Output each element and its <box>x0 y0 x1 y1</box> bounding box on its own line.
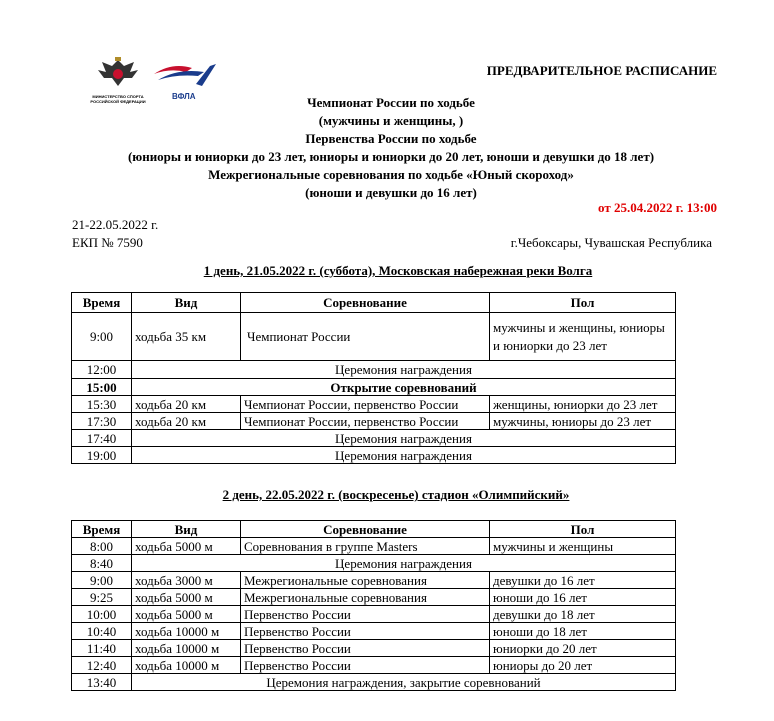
table-row <box>72 555 676 572</box>
opening-cell: Открытие соревнований <box>132 379 676 396</box>
col-header-gender: Пол <box>490 293 676 313</box>
version-date: от 25.04.2022 г. 13:00 <box>598 200 717 215</box>
day2-schedule-table <box>71 520 676 691</box>
gender-cell: мужчины и женщины <box>490 538 676 555</box>
vfla-swoosh-icon <box>152 60 222 88</box>
table-row <box>72 430 676 447</box>
table-row <box>72 640 676 657</box>
table-row <box>72 674 676 691</box>
table-row <box>72 361 676 379</box>
ministry-text: МИНИСТЕРСТВО СПОРТА <box>92 94 144 99</box>
time-cell: 8:40 <box>72 555 132 572</box>
col-header-competition: Соревнование <box>241 293 490 313</box>
ekp-number: ЕКП № 7590 <box>72 235 143 250</box>
table-row <box>72 572 676 589</box>
kind-cell: ходьба 3000 м <box>132 572 241 589</box>
ceremony-cell: Церемония награждения <box>132 361 676 379</box>
time-cell: 8:00 <box>72 538 132 555</box>
gender-cell: юниорки до 20 лет <box>490 640 676 657</box>
title-line: (мужчины и женщины, ) <box>318 113 464 128</box>
event-location: г.Чебоксары, Чувашская Республика <box>510 235 712 250</box>
time-cell: 9:00 <box>72 572 132 589</box>
gender-cell: мужчины и женщины, юниоры и юниорки до 23 лет <box>490 313 676 361</box>
table-row <box>72 447 676 464</box>
table-row <box>72 538 676 555</box>
time-cell: 10:40 <box>72 623 132 640</box>
title-line: (юниоры и юниорки до 23 лет, юниоры и юниорки до 20 лет, юноши и девушки до 18 лет) <box>127 149 655 164</box>
time-cell: 17:30 <box>72 413 132 430</box>
col-header-time: Время <box>72 521 132 538</box>
kind-cell: ходьба 10000 м <box>132 640 241 657</box>
gender-cell: юноши до 16 лет <box>490 589 676 606</box>
gender-cell: женщины, юниорки до 23 лет <box>490 396 676 413</box>
time-cell: 9:25 <box>72 589 132 606</box>
time-cell: 9:00 <box>72 313 132 361</box>
ceremony-cell: Церемония награждения <box>132 447 676 464</box>
event-title <box>0 94 774 202</box>
competition-cell: Чемпионат России, первенство России <box>241 396 490 413</box>
table-row <box>72 623 676 640</box>
kind-cell: ходьба 20 км <box>132 413 241 430</box>
time-cell: 10:00 <box>72 606 132 623</box>
col-header-kind: Вид <box>132 293 241 313</box>
col-header-kind: Вид <box>132 521 241 538</box>
time-cell: 15:30 <box>72 396 132 413</box>
competition-cell: Чемпионат России, первенство России <box>241 413 490 430</box>
table-row <box>72 313 676 361</box>
gender-cell: юниоры до 20 лет <box>490 657 676 674</box>
ceremony-cell: Церемония награждения, закрытие соревнований <box>132 674 676 691</box>
table-row <box>72 379 676 396</box>
table-row <box>72 396 676 413</box>
table-row <box>72 657 676 674</box>
vfla-text: ВФЛА <box>172 92 196 101</box>
competition-cell: Межрегиональные соревнования <box>241 572 490 589</box>
table-header-row <box>72 521 676 538</box>
kind-cell: ходьба 10000 м <box>132 657 241 674</box>
col-header-time: Время <box>72 293 132 313</box>
title-line: Первенства России по ходьбе <box>305 131 477 146</box>
schedule-status: ПРЕДВАРИТЕЛЬНОЕ РАСПИСАНИЕ <box>486 63 717 78</box>
title-line: Чемпионат России по ходьбе <box>307 95 475 110</box>
gender-cell: юноши до 18 лет <box>490 623 676 640</box>
competition-cell: Первенство России <box>241 640 490 657</box>
time-cell: 17:40 <box>72 430 132 447</box>
time-cell: 11:40 <box>72 640 132 657</box>
eagle-emblem-icon <box>88 56 148 90</box>
event-dates: 21-22.05.2022 г. <box>72 217 159 232</box>
gender-cell: девушки до 18 лет <box>490 606 676 623</box>
col-header-competition: Соревнование <box>241 521 490 538</box>
day2-title: 2 день, 22.05.2022 г. (воскресенье) стадион «Олимпийский» <box>222 487 570 502</box>
table-header-row <box>72 293 676 313</box>
competition-cell: Первенство России <box>241 657 490 674</box>
time-cell: 12:40 <box>72 657 132 674</box>
gender-cell: девушки до 16 лет <box>490 572 676 589</box>
competition-cell: Чемпионат России <box>241 313 490 361</box>
time-cell: 13:40 <box>72 674 132 691</box>
title-line: (юноши и девушки до 16 лет) <box>305 185 477 200</box>
competition-cell: Первенство России <box>241 606 490 623</box>
kind-cell: ходьба 5000 м <box>132 589 241 606</box>
table-row <box>72 589 676 606</box>
time-cell: 19:00 <box>72 447 132 464</box>
day1-schedule-table <box>71 292 676 464</box>
kind-cell: ходьба 10000 м <box>132 623 241 640</box>
gender-cell: мужчины, юниоры до 23 лет <box>490 413 676 430</box>
time-cell: 15:00 <box>72 379 132 396</box>
title-line: Межрегиональные соревнования по ходьбе «Юный скороход» <box>208 167 574 182</box>
kind-cell: ходьба 20 км <box>132 396 241 413</box>
table-row <box>72 606 676 623</box>
competition-cell: Первенство России <box>241 623 490 640</box>
time-cell: 12:00 <box>72 361 132 379</box>
ceremony-cell: Церемония награждения <box>132 555 676 572</box>
ceremony-cell: Церемония награждения <box>132 430 676 447</box>
competition-cell: Соревнования в группе Masters <box>241 538 490 555</box>
competition-cell: Межрегиональные соревнования <box>241 589 490 606</box>
kind-cell: ходьба 5000 м <box>132 606 241 623</box>
ministry-text: РОССИЙСКОЙ ФЕДЕРАЦИИ <box>90 99 146 104</box>
col-header-gender: Пол <box>490 521 676 538</box>
kind-cell: ходьба 35 км <box>132 313 241 361</box>
day1-title: 1 день, 21.05.2022 г. (суббота), Московская набережная реки Волга <box>203 263 593 278</box>
table-row <box>72 413 676 430</box>
kind-cell: ходьба 5000 м <box>132 538 241 555</box>
